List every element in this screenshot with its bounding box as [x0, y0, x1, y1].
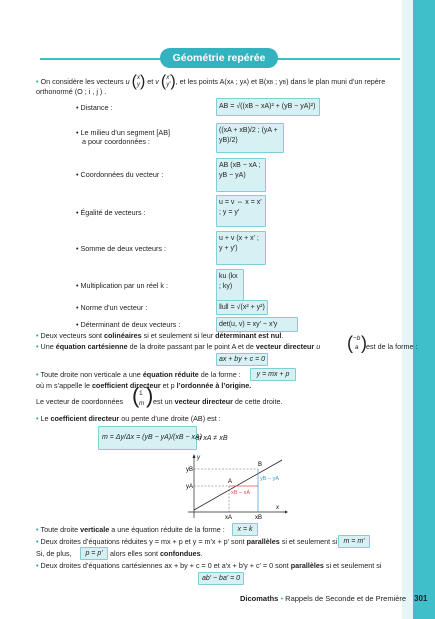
formula-somme: u + v (x + x′ ; y + y′) — [216, 231, 266, 265]
text-coefficient-directeur: • Le coefficient directeur ou pente d’une droite (AB) est : — [36, 414, 221, 423]
text-equation-cartesienne-end: est de la forme : — [366, 342, 418, 351]
text-verticale: • Toute droite verticale a une équation réduite de la forme : — [36, 525, 225, 534]
formula-verticale: x = k — [232, 523, 258, 536]
vector-minus-b-a-close: ) — [361, 333, 367, 353]
formula-paralleles: m = m′ — [338, 535, 370, 548]
row-label-multiplication: • Multiplication par un réel k : — [76, 281, 169, 290]
text-cartesiennes-paralleles: • Deux droites d’équations cartésiennes ax + by + c = 0 et a′x + b′y + c′ = 0 sont parallèles si et seulement si — [36, 561, 382, 570]
intro-line-2: orthonormé (O ; i , j ) . — [36, 87, 107, 96]
y-axis-arrow — [193, 454, 196, 458]
formula-milieu: ((xA + xB)/2 ; (yA + yB)/2) — [216, 123, 284, 153]
slope-graph — [170, 452, 290, 520]
formula-egalite: u = v ⇔ x = x′ ; y = y′ — [216, 195, 266, 227]
label-yb: yB — [186, 467, 194, 473]
label-x: x — [276, 505, 279, 511]
label-dy: yB − yA — [260, 476, 280, 482]
text-equation-reduite: • Toute droite non verticale a une équation réduite de la forme : — [36, 370, 241, 379]
formula-coordonnees: AB (xB − xA ; yB − yA) — [216, 158, 266, 192]
formula-norme: ‖u‖ = √(x² + y²) — [216, 300, 268, 315]
row-label-egalite: • Égalité de vecteurs : — [76, 208, 146, 217]
text-confondues-2: alors elles sont confondues. — [110, 549, 203, 558]
text-vecteur-directeur: Le vecteur de coordonnées — [36, 397, 124, 406]
margin-strip — [402, 0, 413, 619]
formula-eq-reduite: y = mx + p — [250, 368, 296, 381]
formula-condition: si xA ≠ xB — [196, 433, 228, 442]
label-dx: xB − xA — [231, 490, 251, 496]
row-label-milieu: • Le milieu d’un segment [AB] — [76, 128, 171, 137]
row-label-determinant: • Déterminant de deux vecteurs : — [76, 320, 181, 329]
vector-minus-b-a: ( — [347, 333, 353, 353]
formula-multiplication: ku (kx ; ky) — [216, 269, 244, 303]
text-coefficient-ordonnee: où m s’appelle le coefficient directeur et p l’ordonnée à l’origine. — [36, 381, 252, 390]
row-label-somme: • Somme de deux vecteurs : — [76, 244, 167, 253]
vector-minus-b-a-entries: −b a — [353, 335, 361, 351]
line-ab — [194, 460, 282, 510]
row-label-distance: • Distance : — [76, 103, 113, 112]
label-a: A — [228, 479, 233, 485]
x-axis-arrow — [285, 511, 288, 514]
formula-coefficient-directeur: m = Δy/Δx = (yB − yA)/(xB − xA) — [98, 426, 197, 450]
text-confondues-1: Si, de plus, — [36, 549, 72, 558]
label-ya: yA — [186, 484, 194, 490]
intro-line-1: • On considère les vecteurs u (x y) et v (x′ y′), et les points A(xA ; yA) et B(xB ; yB) dans le plan muni d’un repère — [36, 73, 386, 90]
formula-confondues: p = p′ — [80, 547, 108, 560]
formula-distance: AB = √((xB − xA)² + (yB − yA)²) — [216, 98, 320, 116]
label-y: y — [197, 455, 200, 461]
text-equation-cartesienne: • Une équation cartésienne de la droite passant par le point A et de vecteur directeur u — [36, 342, 321, 351]
vector-1-m-open: ( — [132, 383, 140, 408]
text-vecteur-directeur-2: est un vecteur directeur de cette droite. — [153, 397, 283, 406]
sidebar-band — [413, 0, 435, 619]
label-b: B — [258, 462, 263, 468]
text-paralleles-reduites: • Deux droites d’équations réduites y = mx + p et y = m′x + p′ sont parallèles si et seulement si — [36, 537, 338, 546]
label-xb: xB — [255, 515, 263, 520]
row-label-milieu-2: a pour coordonnées : — [82, 137, 150, 146]
text-colineaires: • Deux vecteurs sont colinéaires si et seulement si leur déterminant est nul. — [36, 331, 284, 340]
formula-cartesiennes: ab′ − ba′ = 0 — [198, 572, 244, 585]
label-xa: xA — [225, 515, 233, 520]
footer: Dicomaths • Rappels de Seconde et de Première — [240, 594, 407, 603]
row-label-norme: • Norme d’un vecteur : — [76, 303, 148, 312]
vector-1-m-close: ) — [146, 383, 154, 408]
formula-eq-cartesienne: ax + by + c = 0 — [216, 353, 268, 366]
row-label-coordonnees: • Coordonnées du vecteur : — [76, 170, 164, 179]
formula-determinant: det(u, v) = xy′ − x′y — [216, 317, 298, 332]
vector-1-m-entries: 1 m — [139, 390, 145, 407]
page-number: 301 — [414, 594, 428, 603]
page-title: Géométrie repérée — [160, 48, 278, 68]
